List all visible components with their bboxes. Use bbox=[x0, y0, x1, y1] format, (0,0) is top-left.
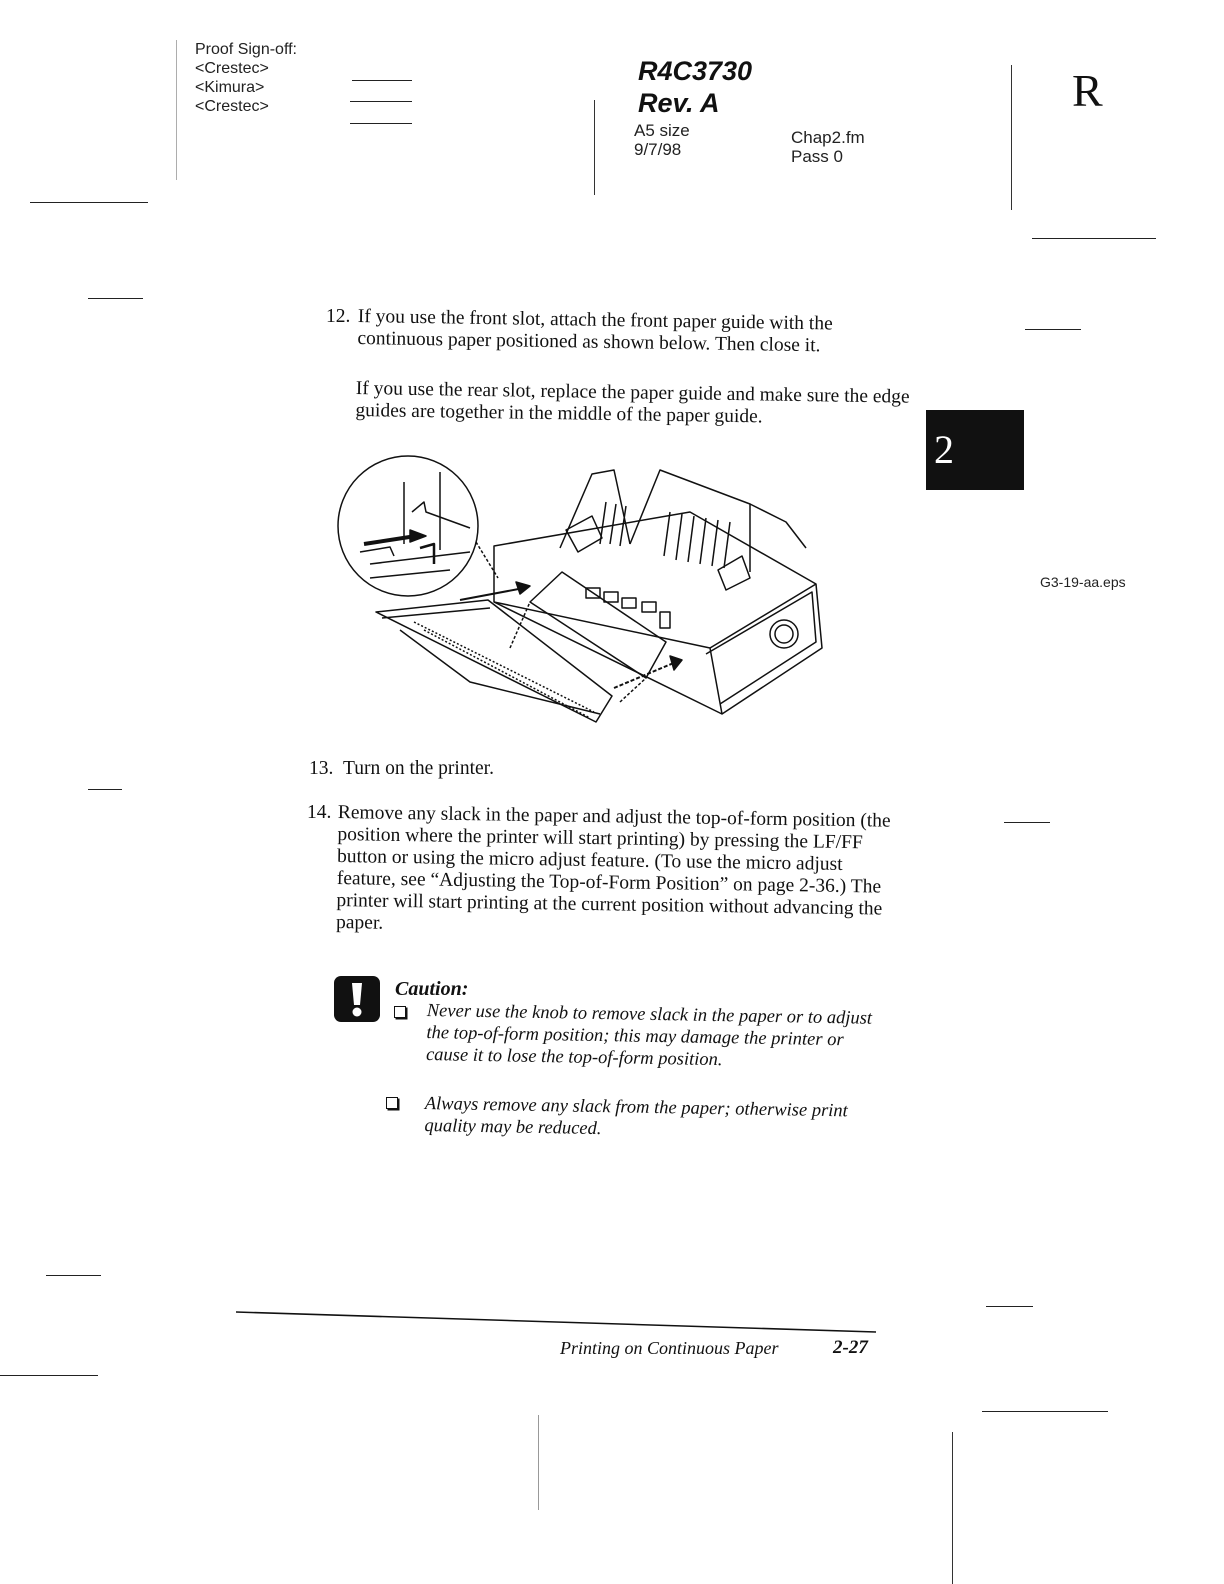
magnifier-circle bbox=[338, 456, 478, 596]
caution-icon bbox=[333, 975, 381, 1023]
document-pass: Pass 0 bbox=[791, 147, 843, 166]
document-meta-right bbox=[791, 128, 865, 166]
step-extra-text: If you use the rear slot, replace the paper guide and make sure the edge guides are together in the middle of the paper guide. bbox=[355, 378, 910, 428]
signoff-line bbox=[350, 101, 412, 102]
knob bbox=[770, 620, 798, 648]
signoff-line bbox=[350, 123, 412, 124]
crop-mark bbox=[88, 789, 122, 790]
crop-mark bbox=[1025, 329, 1081, 330]
crop-mark bbox=[952, 1432, 953, 1584]
crop-mark bbox=[986, 1306, 1033, 1307]
step-text: Remove any slack in the paper and adjust the top-of-form position (the position where the printer will start printing) by pressing the LF/FF button or using the micro adjust feature. (To use the micro adjust feature, see “Adjusting the Top-of-Form Position” on page 2-36.) The printer will start printing at the current position without advancing the paper. bbox=[335, 802, 891, 934]
crop-mark bbox=[46, 1275, 101, 1276]
crop-mark bbox=[30, 202, 148, 203]
step-text: If you use the front slot, attach the front paper guide with the continuous paper positioned as shown below. Then close it. bbox=[357, 306, 833, 357]
step-number: 14. bbox=[307, 802, 332, 823]
step-text: Turn on the printer. bbox=[343, 758, 494, 779]
proof-name: <Kimura> bbox=[195, 79, 265, 96]
caution-item: Always remove any slack from the paper; otherwise print quality may be reduced. bbox=[424, 1093, 848, 1140]
chapter-tab: 2 bbox=[926, 410, 1024, 490]
caution-title: Caution: bbox=[395, 978, 469, 1000]
document-date: 9/7/98 bbox=[634, 140, 682, 159]
caution-item: Never use the knob to remove slack in the paper or to adjust the top-of-form position; this may damage the printer or cause it to lose the top-of-form position. bbox=[425, 1000, 873, 1071]
document-size: A5 size bbox=[634, 121, 690, 140]
crop-mark bbox=[1032, 238, 1156, 239]
corner-letter: R bbox=[1072, 65, 1103, 116]
crop-mark bbox=[594, 100, 595, 195]
document-code-id: R4C3730 bbox=[638, 56, 753, 86]
footer-rule bbox=[236, 1310, 878, 1334]
proof-name: <Crestec> bbox=[195, 60, 269, 77]
crop-mark bbox=[176, 40, 177, 180]
direction-arrow-icon bbox=[364, 536, 416, 544]
checkbox-bullet-icon bbox=[386, 1097, 398, 1109]
footer-section-title: Printing on Continuous Paper bbox=[560, 1338, 779, 1358]
crop-mark bbox=[0, 1375, 98, 1376]
document-code bbox=[638, 55, 752, 119]
document-file: Chap2.fm bbox=[791, 128, 865, 147]
step-number: 13. bbox=[309, 758, 334, 779]
printer-illustration bbox=[330, 452, 840, 734]
crop-mark bbox=[982, 1411, 1108, 1412]
figure-label: G3-19-aa.eps bbox=[1040, 574, 1126, 590]
crop-mark bbox=[1004, 822, 1050, 823]
document-revision: Rev. A bbox=[638, 88, 720, 118]
footer-page-number: 2-27 bbox=[833, 1337, 868, 1358]
proof-name: <Crestec> bbox=[195, 98, 269, 115]
proof-signoff bbox=[195, 40, 297, 116]
signoff-line bbox=[352, 80, 412, 81]
proof-label: Proof Sign-off: bbox=[195, 41, 297, 58]
crop-mark bbox=[538, 1415, 539, 1510]
crop-mark bbox=[88, 298, 143, 299]
document-meta-left bbox=[634, 121, 690, 159]
crop-mark bbox=[1011, 65, 1012, 210]
checkbox-bullet-icon bbox=[394, 1006, 406, 1018]
step-number: 12. bbox=[326, 306, 351, 327]
